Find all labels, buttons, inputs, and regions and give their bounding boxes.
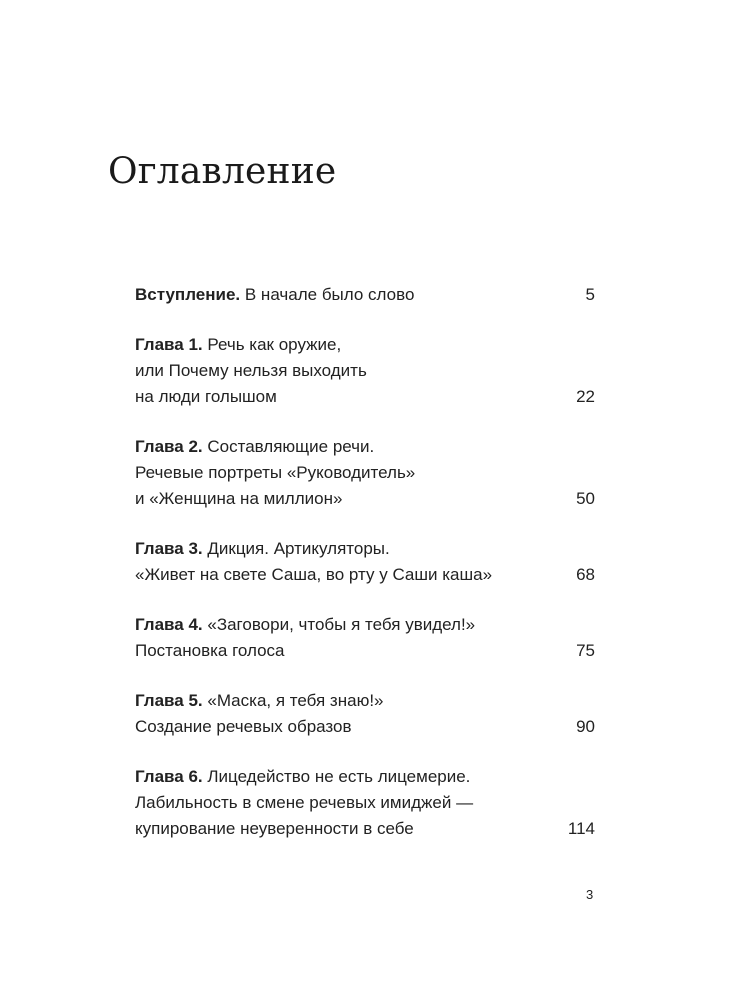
toc-line: [135, 688, 535, 714]
toc-entry-text: купирование неуверенности в себе: [135, 819, 414, 838]
page-title: Оглавление: [108, 151, 337, 192]
toc-entry-label: Глава 6.: [135, 767, 203, 786]
toc-page-number: 5: [585, 285, 595, 304]
toc-entry-label: Глава 4.: [135, 615, 203, 634]
toc-page-number: 114: [567, 819, 595, 838]
toc-page-number: 50: [576, 489, 595, 508]
toc-entry-text: Дикция. Артикуляторы.: [207, 539, 390, 558]
toc-entry-label: Глава 5.: [135, 691, 203, 710]
toc-line: [135, 536, 535, 562]
toc-page-number: 68: [576, 565, 595, 584]
toc-line: [135, 764, 535, 790]
toc-entry-text: Постановка голоса: [135, 641, 285, 660]
toc-line: [135, 332, 535, 358]
page-number: 3: [586, 887, 594, 902]
toc-entry-text: «Заговори, чтобы я тебя увидел!»: [207, 615, 476, 634]
toc-entry-text: Речь как оружие,: [207, 335, 342, 354]
toc-entry-chapter-5: [135, 688, 595, 740]
toc-entry-text: и «Женщина на миллион»: [135, 489, 343, 508]
toc-line: [135, 612, 535, 638]
toc-entry-text: Составляющие речи.: [207, 437, 375, 456]
toc-entry-label: Вступление.: [135, 285, 241, 304]
toc-entry-label: Глава 1.: [135, 335, 203, 354]
toc-entry-label: Глава 2.: [135, 437, 203, 456]
toc-entry-text: на люди голышом: [135, 387, 277, 406]
toc-entry-chapter-1: [135, 332, 595, 410]
toc-page-number: 90: [576, 717, 595, 736]
toc-entry-chapter-6: [135, 764, 595, 842]
toc-page-number: 22: [576, 387, 595, 406]
toc-page-number: 75: [576, 641, 595, 660]
toc-entry-chapter-4: [135, 612, 595, 664]
toc-entry-text: Речевые портреты «Руководитель»: [135, 463, 416, 482]
toc-entry-chapter-2: [135, 434, 595, 512]
toc-entry-chapter-3: [135, 536, 595, 588]
toc-entry-label: Глава 3.: [135, 539, 203, 558]
table-of-contents: [135, 282, 595, 866]
toc-line: [135, 282, 535, 308]
toc-entry-introduction: [135, 282, 595, 308]
toc-entry-text: Создание речевых образов: [135, 717, 352, 736]
toc-entry-text: Лицедейство не есть лицемерие.: [207, 767, 471, 786]
toc-line: [135, 434, 535, 460]
toc-entry-text: В начале было слово: [244, 285, 415, 304]
toc-entry-text: или Почему нельзя выходить: [135, 361, 367, 380]
toc-entry-text: «Маска, я тебя знаю!»: [207, 691, 384, 710]
toc-entry-text: «Живет на свете Саша, во рту у Саши каша»: [135, 565, 493, 584]
toc-entry-text: Лабильность в смене речевых имиджей —: [135, 793, 474, 812]
